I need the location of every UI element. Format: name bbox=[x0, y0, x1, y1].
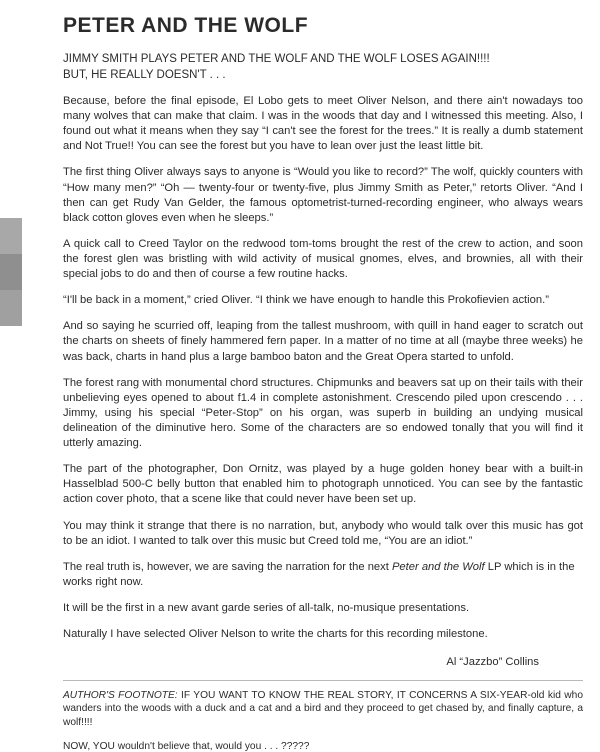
color-swatch bbox=[0, 254, 22, 290]
footnote-label: AUTHOR'S FOOTNOTE: bbox=[63, 690, 178, 702]
liner-notes-page bbox=[63, 0, 583, 752]
body-paragraph: Because, before the final episode, El Lobo gets to meet Oliver Nelson, and there ain't nowadays too many wolves that can make that claim. I was in the woods that day and I witnessed this meeting. Also, I found out what it means when they say “I can't see the forest for the trees.” It is really a dumb statement and Not True!! You can see the forest but you have to lean over just the least little bit. bbox=[63, 95, 583, 153]
author-footnote bbox=[63, 689, 583, 729]
album-title: Peter and the Wolf bbox=[391, 560, 485, 573]
body-paragraph: The part of the photographer, Don Ornitz, was played by a huge golden honey bear with a built-in Hasselblad 500-C belly button that enabled him to photograph unnoticed. You can see by the fantastic action cover photo, that a scene like that could never have been set up. bbox=[63, 463, 583, 506]
color-swatch bbox=[0, 218, 22, 254]
author-signature: Al “Jazzbo” Collins bbox=[446, 656, 539, 669]
body-paragraph: The first thing Oliver always says to anyone is “Would you like to record?” The wolf, quickly counters with “How many men?” “Oh — twenty-four or twenty-five, plus Jimmy Smith as Peter,” retorts Oliver. “And I then can get Rudy Van Gelder, the famous optometrist-turned-recording engineer, who always wears black cotton gloves even when he sleeps.” bbox=[63, 166, 583, 224]
body-paragraph: It will be the first in a new avant garde series of all-talk, no-musique presentations. bbox=[63, 601, 470, 614]
text-after-album-title: LP which is in the works right now. bbox=[63, 560, 575, 588]
body-paragraph: You may think it strange that there is no narration, but, anybody who would talk over this music has got to be an idiot. I wanted to talk over this music but Creed told me, “You are an idiot.” bbox=[63, 519, 583, 547]
closing-line: NOW, YOU wouldn't believe that, would you . . . ????? bbox=[63, 740, 310, 752]
lead-line-1: JIMMY SMITH PLAYS PETER AND THE WOLF AND THE WOLF LOSES AGAIN!!!! bbox=[63, 53, 490, 65]
lead-block bbox=[63, 52, 583, 83]
body-paragraph: The forest rang with monumental chord structures. Chipmunks and beavers sat up on their tails with their unbelieving eyes opened to about f1.4 in complete astonishment. Crescendo piled upon crescendo . . . Jimmy, using his special “Peter-Stop” on his organ, was superb in building an undying musical delineation of the diminutive hero. Some of the characters are so endowed tonally that you will find it utterly amazing. bbox=[63, 376, 583, 450]
body-paragraph: A quick call to Creed Taylor on the redwood tom-toms brought the rest of the crew to action, and soon the forest glen was bristling with wild activity of musical gnomes, elves, and brownies, all with their special jobs to do and then of course a few routine hacks. bbox=[63, 237, 583, 281]
body-paragraph: And so saying he scurried off, leaping from the tallest mushroom, with quill in hand eager to scratch out the charts on sheets of finely hammered fern paper. In a matter of no time at all (maybe three weeks) he was back, charts in hand plus a large bamboo baton and the Great Opera started to unfold. bbox=[63, 320, 583, 363]
footnote-text: IF YOU WANT TO KNOW THE REAL STORY, IT CONCERNS A SIX-YEAR-old kid who wanders into the woods with a duck and a cat and a bird and they proceed to get chased by, and finally capture, a wolf!!!! bbox=[63, 690, 583, 728]
body-paragraph: “I'll be back in a moment,” cried Oliver. “I think we have enough to handle this Prokofievien action.” bbox=[63, 294, 549, 307]
color-swatch-strip bbox=[0, 218, 22, 328]
text-before-album-title: The real truth is, however, we are saving the narration for the next bbox=[63, 560, 392, 573]
color-swatch bbox=[0, 290, 22, 326]
body-paragraph: Naturally I have selected Oliver Nelson to write the charts for this recording milestone. bbox=[63, 628, 488, 641]
lead-line-2: BUT, HE REALLY DOESN'T . . . bbox=[63, 68, 226, 81]
body-paragraph-with-album-title bbox=[63, 560, 583, 590]
page-title: PETER AND THE WOLF bbox=[63, 14, 309, 37]
divider bbox=[63, 680, 583, 681]
